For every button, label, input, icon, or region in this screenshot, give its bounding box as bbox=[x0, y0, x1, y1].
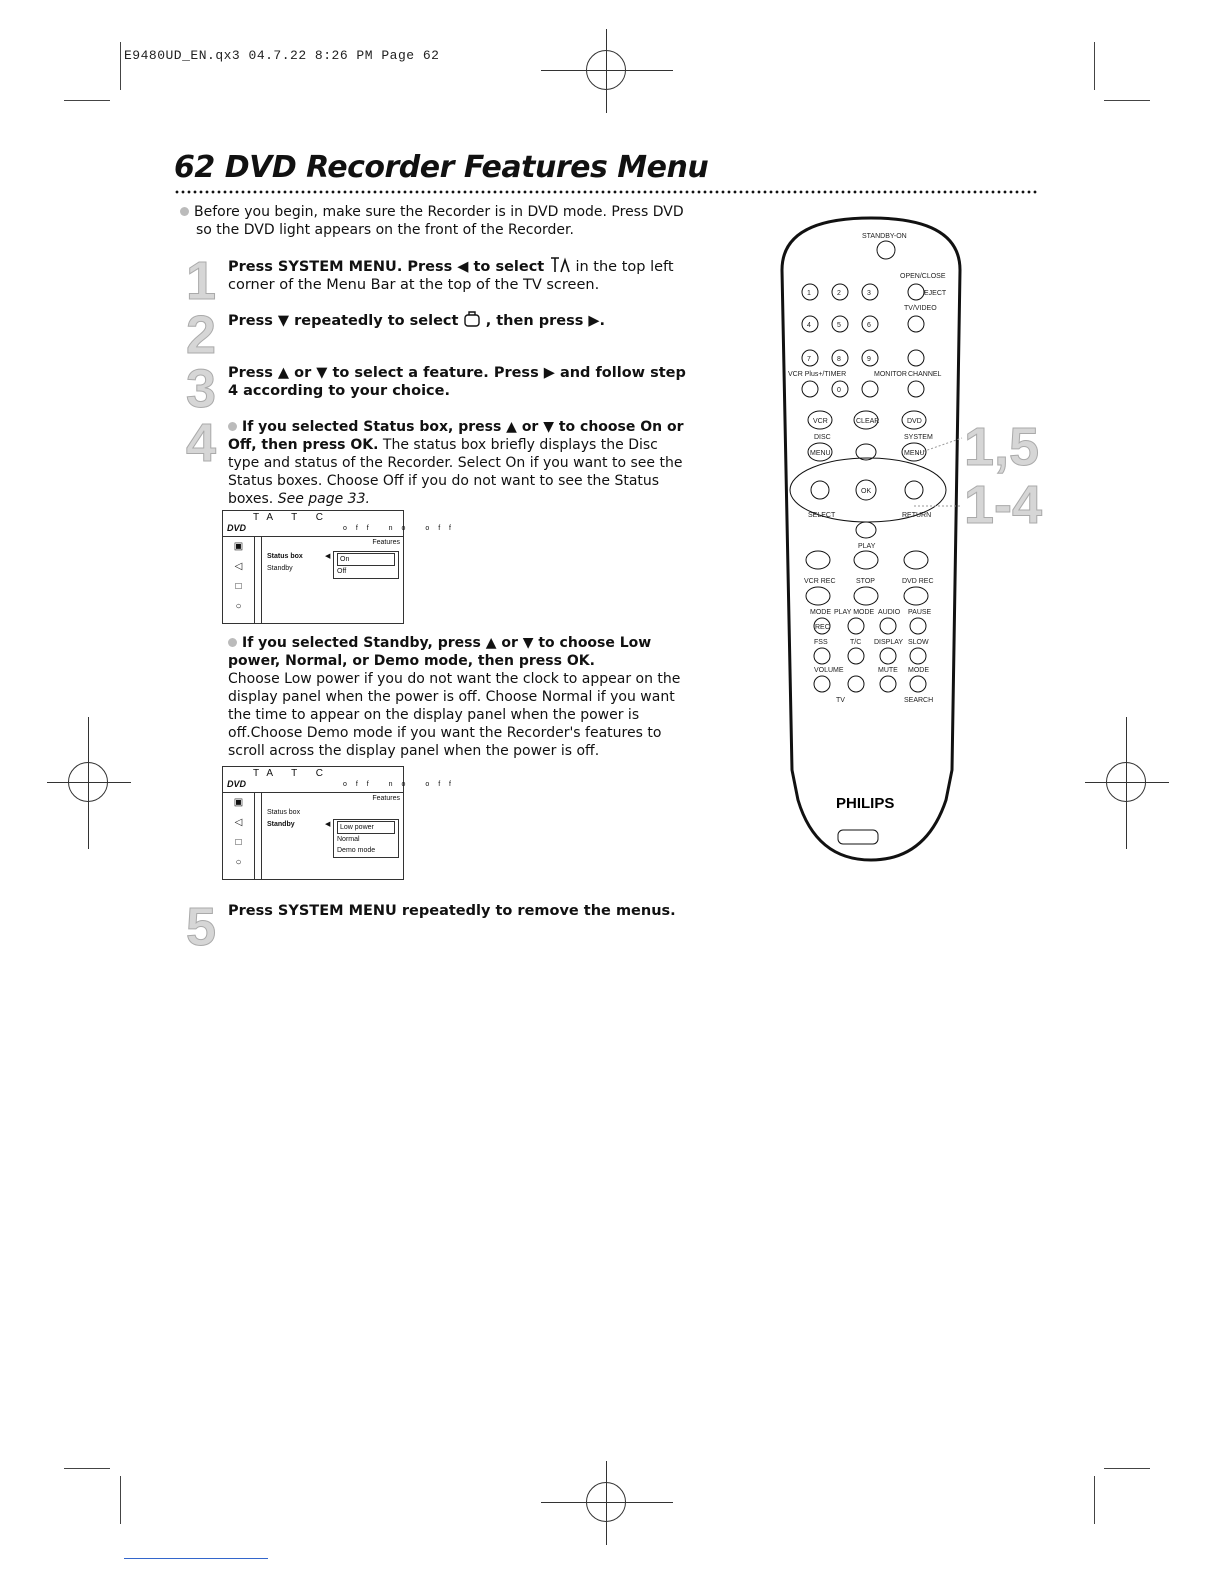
play-label: PLAY bbox=[858, 543, 876, 550]
crop-mark bbox=[64, 100, 110, 101]
system-menu-button[interactable]: MENU bbox=[904, 450, 925, 457]
dvd-logo-icon: DVD bbox=[227, 779, 247, 789]
standby-instruction: If you selected Standby, press ▲ or ▼ to choose Low power, Normal, or Demo mode, then press OK. Choose Low power if you do not want the clock to appear on the display panel when the power is off. Choose Normal if you want the time to appear on the display panel when the power is off.Choose Demo mode if you want the Recorder's features to scroll across the display panel when the power is off. bbox=[228, 635, 681, 759]
features-label: Features bbox=[372, 795, 400, 802]
menu-bar: DVD TA T C off no off bbox=[223, 767, 403, 793]
bullet-icon bbox=[228, 638, 237, 647]
registration-mark-top bbox=[586, 50, 626, 90]
mode-label-2: MODE bbox=[908, 667, 929, 674]
option-item: On bbox=[337, 553, 395, 566]
philips-logo: PHILIPS bbox=[836, 795, 895, 812]
rec-button[interactable]: REC bbox=[815, 624, 830, 631]
intro-note: Before you begin, make sure the Recorder is in DVD mode. Press DVD so the DVD light appears on the front of the Recorder. bbox=[180, 203, 700, 239]
list-item: Standby bbox=[267, 821, 295, 828]
dvd-rec-label: DVD REC bbox=[902, 578, 934, 585]
system-label: SYSTEM bbox=[904, 434, 933, 441]
crop-mark bbox=[1094, 42, 1095, 90]
feature-list bbox=[267, 807, 300, 831]
mode-label: MODE bbox=[810, 609, 831, 616]
step-number: 5 bbox=[186, 897, 217, 957]
channel-label: CHANNEL bbox=[908, 371, 942, 378]
option-list bbox=[333, 551, 399, 579]
digit-3: 3 bbox=[867, 290, 871, 297]
digit-4: 4 bbox=[807, 322, 811, 329]
dvd-logo-icon: DVD bbox=[227, 523, 247, 533]
callout-1-5: 1,5 bbox=[964, 417, 1040, 477]
scroll-bar bbox=[256, 793, 262, 879]
vcr-rec-label: VCR REC bbox=[804, 578, 836, 585]
list-item: Status box bbox=[267, 553, 303, 560]
option-item: Low power bbox=[337, 821, 395, 834]
step-4: If you selected Status box, press ▲ or ▼ to choose On or Off, then press OK. The status box briefly displays the Disc type and status of the Recorder. Select On if you want to see the Status boxes. Choose Off if you do not want to see the Status boxes. See page 33. bbox=[228, 419, 684, 507]
file-slug: E9480UD_EN.qx3 04.7.22 8:26 PM Page 62 bbox=[124, 48, 440, 63]
crop-mark bbox=[1104, 100, 1150, 101]
preferences-icon: ○ bbox=[235, 601, 242, 612]
menu-screen-status-box bbox=[222, 510, 460, 624]
digit-9: 9 bbox=[867, 356, 871, 363]
step-3: Press ▲ or ▼ to select a feature. Press ▶ and follow step 4 according to your choice. bbox=[228, 365, 686, 399]
step-number: 2 bbox=[186, 305, 217, 365]
audio-icon: ◁ bbox=[234, 561, 243, 572]
play-mode-label: PLAY MODE bbox=[834, 609, 875, 616]
step-1: Press SYSTEM MENU. Press ◀ to select in the top left corner of the Menu Bar at the top of the TV screen. bbox=[228, 256, 688, 294]
digit-0: 0 bbox=[837, 387, 841, 394]
slow-label: SLOW bbox=[908, 639, 929, 646]
preferences-icon: ○ bbox=[235, 857, 242, 868]
display-label: DISPLAY bbox=[874, 639, 904, 646]
menu-sidebar bbox=[223, 537, 255, 623]
digit-7: 7 bbox=[807, 356, 811, 363]
step-number: 4 bbox=[186, 413, 217, 473]
vcr-button[interactable]: VCR bbox=[813, 418, 828, 425]
subtitle-icon: □ bbox=[235, 581, 242, 592]
pause-label: PAUSE bbox=[908, 609, 932, 616]
list-item: Status box bbox=[267, 809, 301, 816]
open-close-label: OPEN/CLOSE bbox=[900, 273, 946, 280]
monitor-label: MONITOR bbox=[874, 371, 907, 378]
page-title: 62 DVD Recorder Features Menu bbox=[174, 150, 709, 185]
features-label: Features bbox=[372, 539, 400, 546]
disc-icon: ▣ bbox=[233, 541, 244, 552]
menu-screen-standby bbox=[222, 766, 460, 880]
option-list bbox=[333, 819, 399, 858]
search-label: SEARCH bbox=[904, 697, 934, 704]
return-label: RETURN bbox=[902, 512, 932, 519]
crop-mark bbox=[120, 1476, 121, 1524]
callout-1-4: 1-4 bbox=[964, 475, 1043, 535]
eject-label: EJECT bbox=[924, 290, 947, 297]
audio-icon: ◁ bbox=[234, 817, 243, 828]
bottom-rule bbox=[124, 1558, 268, 1559]
dotted-rule bbox=[174, 190, 1038, 194]
step-number: 3 bbox=[186, 359, 217, 419]
tv-video-label: TV/VIDEO bbox=[904, 305, 937, 312]
digit-6: 6 bbox=[867, 322, 871, 329]
disc-icon: ▣ bbox=[233, 797, 244, 808]
digit-8: 8 bbox=[837, 356, 841, 363]
list-item: Standby bbox=[267, 565, 293, 572]
step-5: Press SYSTEM MENU repeatedly to remove the menus. bbox=[228, 903, 676, 919]
menu-sidebar bbox=[223, 793, 255, 879]
menu-bar: DVD TA T C off no off bbox=[223, 511, 403, 537]
dvd-button[interactable]: DVD bbox=[907, 418, 922, 425]
remote-labels bbox=[776, 210, 966, 870]
mute-label: MUTE bbox=[878, 667, 898, 674]
preferences-icon bbox=[463, 310, 481, 328]
remote-control bbox=[776, 210, 966, 870]
option-item: Normal bbox=[337, 836, 360, 843]
tv-label: TV bbox=[836, 697, 845, 704]
crop-mark bbox=[120, 42, 121, 90]
select-label: SELECT bbox=[808, 512, 836, 519]
left-arrow-icon: ◀ bbox=[325, 553, 331, 560]
disc-label: DISC bbox=[814, 434, 831, 441]
crop-mark bbox=[64, 1468, 110, 1469]
crop-mark bbox=[1094, 1476, 1095, 1524]
title-tab-icon bbox=[549, 256, 571, 274]
disc-menu-button[interactable]: MENU bbox=[810, 450, 831, 457]
digit-1: 1 bbox=[807, 290, 811, 297]
bullet-icon bbox=[180, 207, 189, 216]
ok-button[interactable]: OK bbox=[861, 488, 872, 495]
option-item: Off bbox=[337, 568, 347, 575]
crop-mark bbox=[1104, 1468, 1150, 1469]
fss-label: FSS bbox=[814, 639, 828, 646]
left-arrow-icon: ◀ bbox=[325, 821, 331, 828]
vcr-plus-label: VCR Plus+/TIMER bbox=[788, 371, 847, 378]
clear-button[interactable]: CLEAR bbox=[856, 418, 880, 425]
step-number: 1 bbox=[186, 251, 217, 311]
bullet-icon bbox=[228, 422, 237, 431]
scroll-bar bbox=[256, 537, 262, 623]
digit-5: 5 bbox=[837, 322, 841, 329]
digit-2: 2 bbox=[837, 290, 841, 297]
subtitle-icon: □ bbox=[235, 837, 242, 848]
step-2: Press ▼ repeatedly to select , then press ▶. bbox=[228, 310, 688, 330]
feature-list bbox=[267, 551, 303, 575]
registration-mark-right bbox=[1106, 762, 1146, 802]
registration-mark-bottom bbox=[586, 1482, 626, 1522]
volume-label: VOLUME bbox=[814, 667, 844, 674]
registration-mark-left bbox=[68, 762, 108, 802]
stop-label: STOP bbox=[856, 578, 875, 585]
tc-label: T/C bbox=[850, 639, 862, 646]
audio-label: AUDIO bbox=[878, 609, 901, 616]
option-item: Demo mode bbox=[337, 847, 376, 854]
standby-label: STANDBY-ON bbox=[862, 233, 907, 240]
